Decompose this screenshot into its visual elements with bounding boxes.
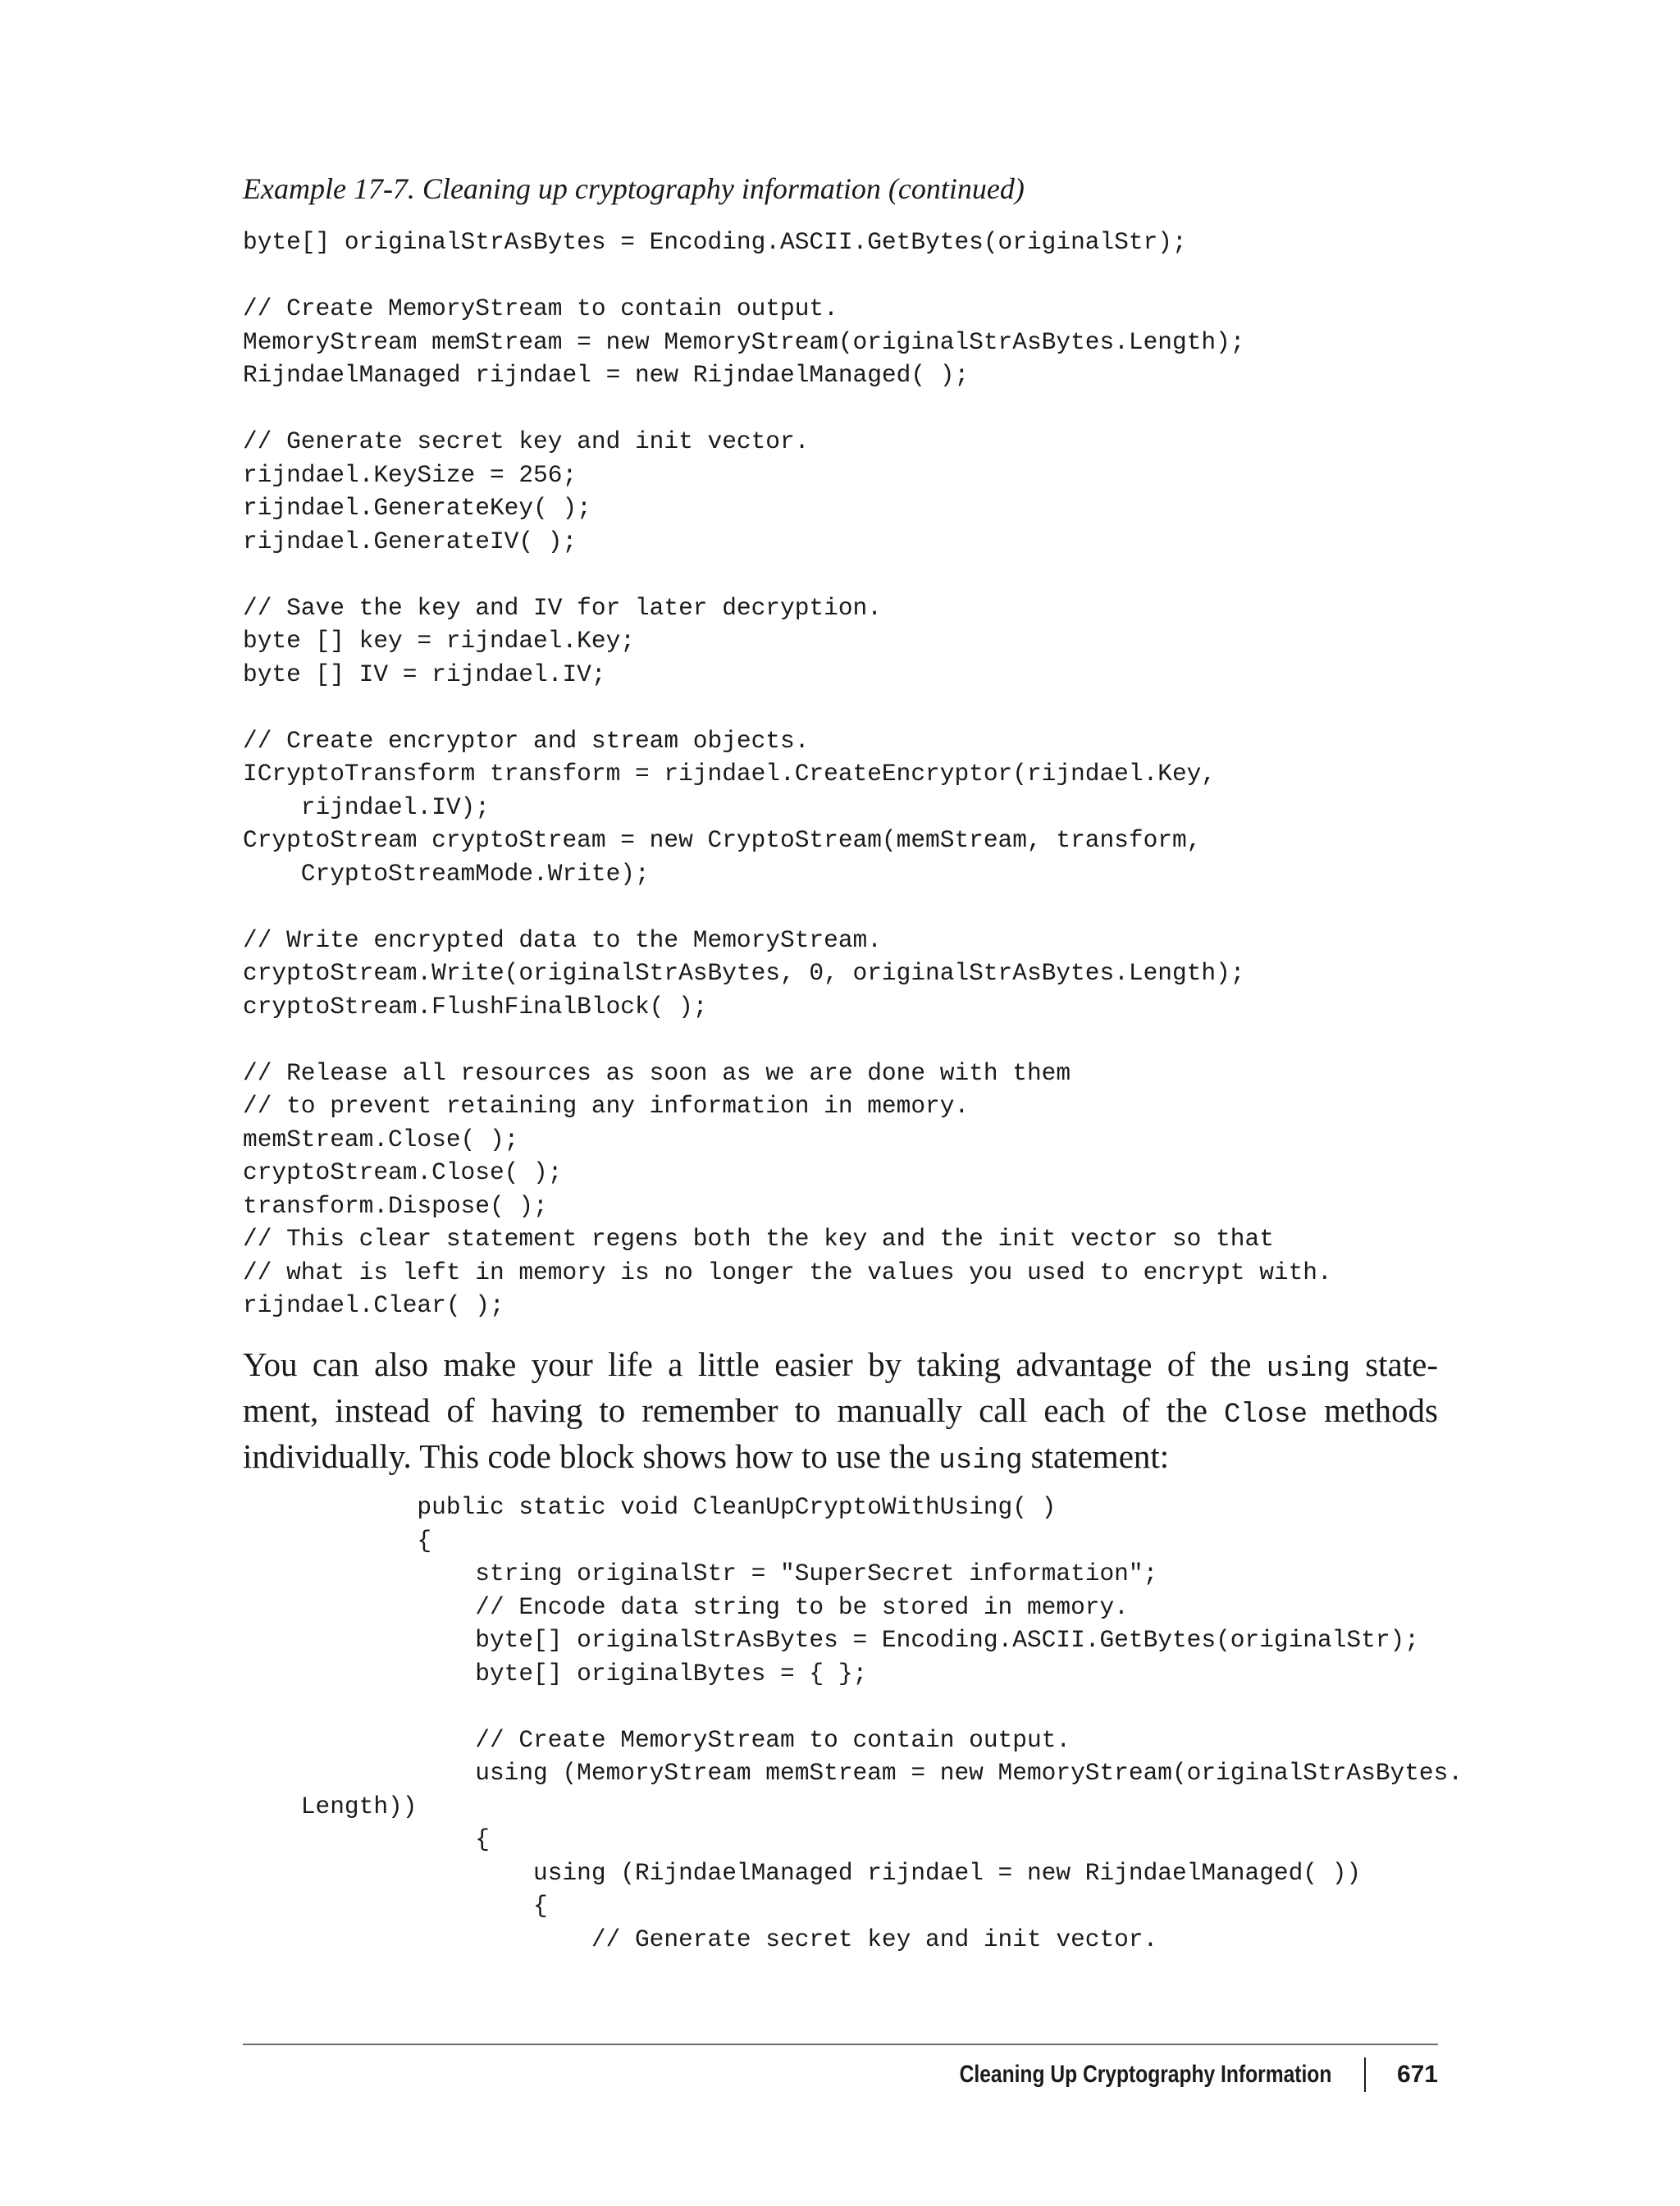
code-line: // what is left in memory is no longer the values you used to encrypt with. xyxy=(243,1258,1332,1286)
running-footer-title: Cleaning Up Cryptography Information xyxy=(959,2061,1331,2088)
code-line: rijndael.Clear( ); xyxy=(243,1291,504,1319)
code-line: CryptoStream cryptoStream = new CryptoStream(memStream, transform, xyxy=(243,826,1202,854)
paragraph-line-3 xyxy=(243,1436,1438,1482)
code-line: // to prevent retaining any information in memory. xyxy=(243,1092,970,1120)
body-paragraph xyxy=(243,1344,1438,1482)
code-line: using (RijndaelManaged rijndael = new RijndaelManaged( )) xyxy=(243,1858,1362,1887)
code-line: cryptoStream.Close( ); xyxy=(243,1158,563,1186)
code-line: // Encode data string to be stored in memory. xyxy=(243,1592,1129,1621)
code-line: rijndael.KeySize = 256; xyxy=(243,460,578,489)
inline-code: using xyxy=(938,1446,1023,1477)
code-line: // Release all resources as soon as we are done with them xyxy=(243,1058,1071,1087)
code-line: RijndaelManaged rijndael = new RijndaelManaged( ); xyxy=(243,361,970,389)
code-line: byte[] originalStrAsBytes = Encoding.ASCII.GetBytes(originalStr); xyxy=(243,228,1187,256)
code-line: rijndael.GenerateKey( ); xyxy=(243,494,591,522)
code-line xyxy=(243,558,1332,591)
paragraph-text: statement: xyxy=(1022,1437,1170,1475)
footer-divider xyxy=(243,2044,1438,2045)
code-line: ICryptoTransform transform = rijndael.CreateEncryptor(rijndael.Key, xyxy=(243,760,1217,788)
code-line: rijndael.IV); xyxy=(243,792,490,821)
paragraph-line-2 xyxy=(243,1390,1438,1436)
code-line xyxy=(243,259,1332,293)
code-line: rijndael.GenerateIV( ); xyxy=(243,527,578,555)
code-line: transform.Dispose( ); xyxy=(243,1191,548,1220)
code-line: { xyxy=(243,1526,432,1555)
example-caption: Example 17-7. Cleaning up cryptography information (continued) xyxy=(243,172,1025,205)
code-line: { xyxy=(243,1892,548,1920)
code-line xyxy=(243,1690,1463,1724)
code-line: // Save the key and IV for later decryption. xyxy=(243,593,882,622)
paragraph-line-1 xyxy=(243,1344,1438,1390)
inline-code: using xyxy=(1266,1354,1350,1385)
code-line: // This clear statement regens both the key and the init vector so that xyxy=(243,1225,1274,1253)
code-line xyxy=(243,890,1332,924)
inline-code: Close xyxy=(1223,1400,1308,1431)
code-line: byte [] IV = rijndael.IV; xyxy=(243,660,606,688)
paragraph-text: state- xyxy=(1349,1345,1438,1383)
paragraph-text: methods xyxy=(1308,1391,1439,1429)
code-line xyxy=(243,392,1332,426)
code-line: CryptoStreamMode.Write); xyxy=(243,859,650,888)
code-line: MemoryStream memStream = new MemoryStream(originalStrAsBytes.Length); xyxy=(243,327,1245,356)
code-line: cryptoStream.Write(originalStrAsBytes, 0, originalStrAsBytes.Length); xyxy=(243,959,1245,987)
page-footer xyxy=(878,2058,1438,2092)
paragraph-text: You can also make your life a little easier by taking advantage of the xyxy=(243,1345,1267,1383)
code-line: { xyxy=(243,1825,490,1853)
code-line: // Write encrypted data to the MemoryStream. xyxy=(243,925,882,954)
code-line: // Create encryptor and stream objects. xyxy=(243,726,810,755)
code-line: // Create MemoryStream to contain output. xyxy=(243,295,838,322)
paragraph-text: individually. This code block shows how to use the xyxy=(243,1437,939,1475)
code-block-2 xyxy=(243,1491,1463,1956)
paragraph-text: ment, instead of having to remember to manually call each of the xyxy=(243,1391,1224,1429)
code-line: cryptoStream.FlushFinalBlock( ); xyxy=(243,992,708,1021)
code-block-1 xyxy=(243,226,1332,1322)
code-line: byte[] originalBytes = { }; xyxy=(243,1659,868,1688)
footer-separator xyxy=(1364,2058,1366,2092)
page-number: 671 xyxy=(1396,2061,1438,2088)
code-line: Length)) xyxy=(243,1792,418,1820)
code-line: memStream.Close( ); xyxy=(243,1125,519,1153)
code-line xyxy=(243,1023,1332,1057)
code-line xyxy=(243,691,1332,724)
code-line: string originalStr = "SuperSecret information"; xyxy=(243,1560,1158,1587)
code-line: public static void CleanUpCryptoWithUsing( ) xyxy=(243,1493,1057,1521)
code-line: // Generate secret key and init vector. xyxy=(243,1925,1158,1953)
code-line: using (MemoryStream memStream = new MemoryStream(originalStrAsBytes. xyxy=(243,1759,1463,1787)
code-line: // Generate secret key and init vector. xyxy=(243,427,810,455)
code-line: byte [] key = rijndael.Key; xyxy=(243,627,635,655)
code-line: // Create MemoryStream to contain output. xyxy=(243,1725,1071,1754)
code-line: byte[] originalStrAsBytes = Encoding.ASCII.GetBytes(originalStr); xyxy=(243,1626,1419,1654)
